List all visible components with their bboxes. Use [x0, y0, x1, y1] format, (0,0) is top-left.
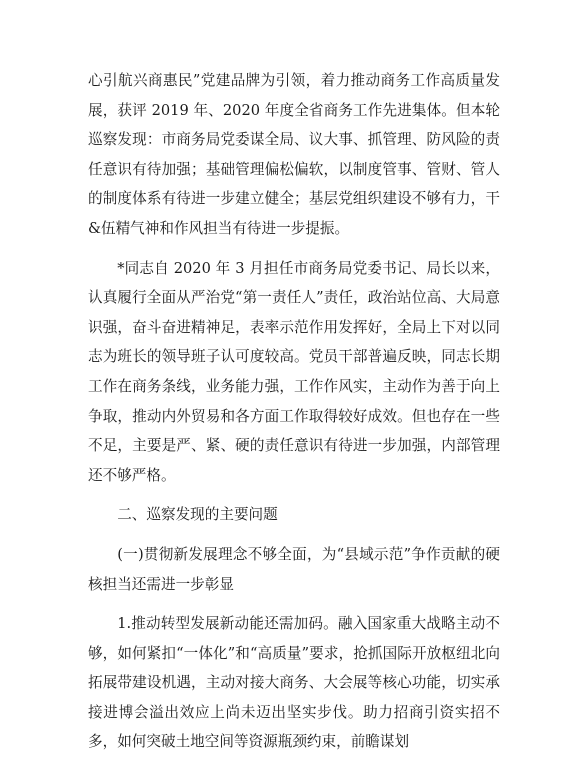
paragraph-issue-1: 1.推动转型发展新动能还需加码。融入国家重大战略主动不够，如何紧扣“一体化”和“高质量”要求，抢抓国际开放枢纽北向拓展带建设机遇，主动对接大商务、大会展等核心功能，切实承接进博会溢出效应上尚未迈出坚实步伐。助力招商引资实招不多，如何突破土地空间等资源瓶颈约束，前瞻谋划 [88, 615, 500, 751]
paragraph-continuation: 心引航兴商惠民”党建品牌为引领，着力推动商务工作高质量发展，获评 2019 年、2020 年度全省商务工作先进集体。但本轮巡察发现：市商务局党委谋全局、议大事、抓管理、防风险的责任意识有待加强；基础管理偏松偏软，以制度管事、管财、管人的制度体系有待进一步建立健全；基层党组织建设不够有力，干&伍精气神和作风担当有待进一步提振。 [88, 72, 500, 237]
document-body [88, 66, 500, 757]
subsection-heading-1: (一)贯彻新发展理念不够全面，为“县域示范”争作贡献的硬核担当还需进一步彰显 [88, 545, 500, 593]
section-heading-main-issues: 二、巡察发现的主要问题 [117, 506, 278, 524]
paragraph-leader-assessment: *同志自 2020 年 3 月担任市商务局党委书记、局长以来，认真履行全面从严治党“第一责任人”责任，政治站位高、大局意识强，奋斗奋进精神足，表率示范作用发挥好，全局上下对以同志为班长的领导班子认可度较高。党员干部普遍反映，同志长期工作在商务条线，业务能力强，工作作风实，主动作为善于向上争取，推动内外贸易和各方面工作取得较好成效。但也存在一些不足，主要是严、紧、硬的责任意识有待进一步加强，内部管理还不够严格。 [88, 259, 500, 484]
